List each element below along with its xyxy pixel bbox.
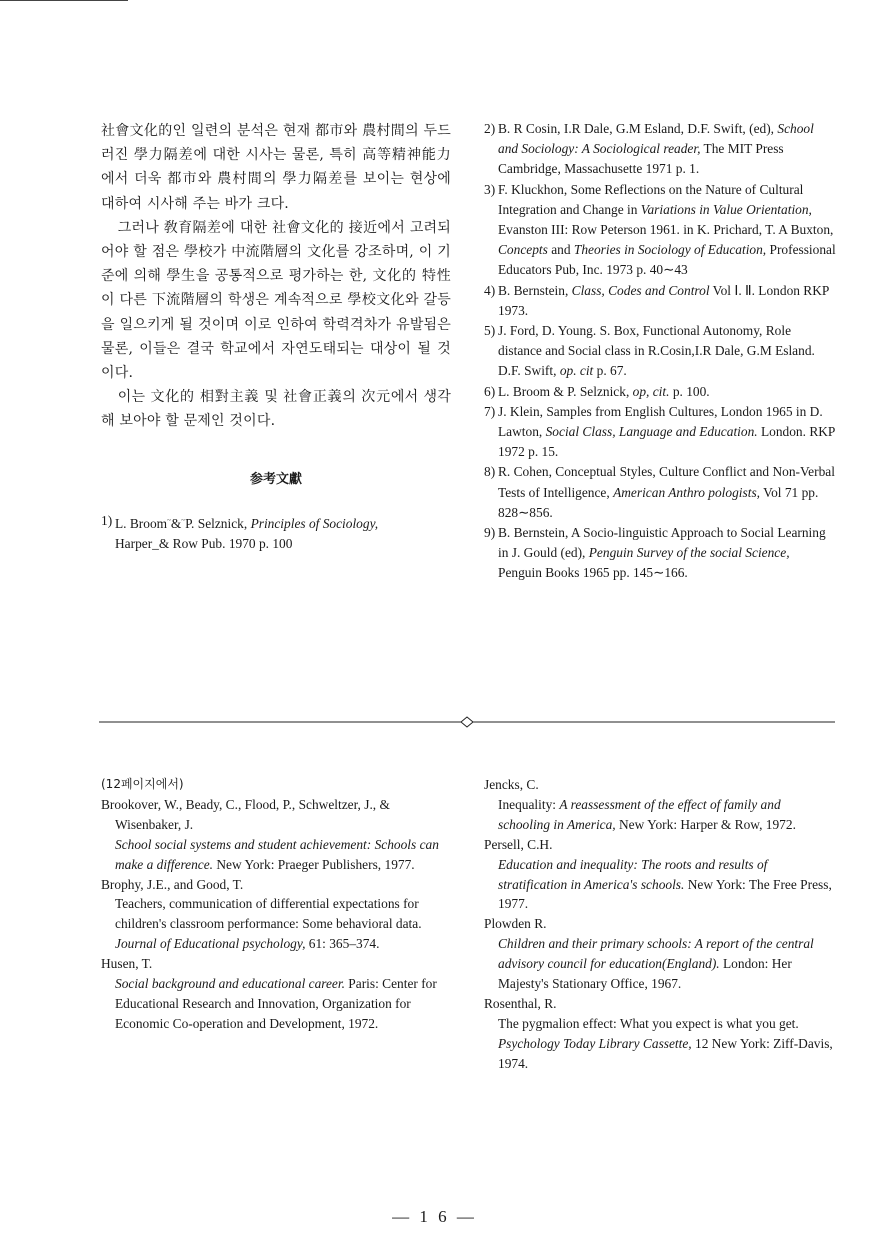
italic-title: Social background and educational career. bbox=[115, 976, 345, 992]
bibliography-entry bbox=[101, 795, 451, 875]
reference-number: 2) bbox=[484, 121, 496, 136]
reference-text bbox=[498, 321, 836, 382]
lower-right-bibliography bbox=[484, 775, 836, 1074]
italic-title: op, cit. bbox=[632, 383, 670, 399]
ref-title: Principles of Sociology, bbox=[250, 516, 379, 532]
text-run: New York: Praeger Publishers, 1977. bbox=[213, 856, 415, 872]
italic-title: School and Sociology: A Sociological reader, bbox=[498, 121, 814, 157]
entry-details bbox=[484, 855, 836, 915]
entry-details bbox=[484, 795, 836, 835]
reference-text bbox=[498, 402, 836, 463]
entry-author: Brophy, J.E., and Good, T. bbox=[101, 876, 244, 892]
text-run: J. Ford, D. Young. S. Box, Functional Autonomy, Role distance and Social class in R.Cosin,I.R Dale, G.M Esland. D.F. Swift, bbox=[498, 323, 815, 379]
reference-number: 4) bbox=[484, 282, 496, 298]
entry-author: Rosenthal, R. bbox=[484, 995, 557, 1011]
text-run: Penguin Books 1965 pp. 145∼166. bbox=[498, 565, 688, 581]
italic-title: Penguin Survey of the social Science, bbox=[588, 545, 790, 561]
reference-text: L. Broom~&~P. Selznick, Principles of Sociology, Harper_& Row Pub. 1970 p. 100 bbox=[115, 516, 379, 552]
continued-note: (12페이지에서) bbox=[101, 777, 184, 791]
italic-title: op. cit bbox=[559, 363, 594, 379]
ref-author-2: P. Selznick, bbox=[185, 516, 251, 532]
ref-author-1: L. Broom bbox=[115, 516, 168, 532]
text-run: Inequality: bbox=[498, 796, 560, 812]
text-run: R. Cohen, Conceptual Styles, Culture Conflict and Non-Verbal Tests of Intelligence, bbox=[498, 464, 835, 500]
italic-title: Journal of Educational psychology, bbox=[115, 936, 306, 952]
reference-item bbox=[484, 119, 836, 180]
text-run: New York: Harper & Row, 1972. bbox=[615, 816, 796, 832]
page-number: — 1 6 — bbox=[392, 1207, 477, 1226]
reference-number: 1) bbox=[101, 512, 113, 528]
ref-publisher-a: Harper bbox=[115, 536, 153, 552]
text-run: 61: 365–374. bbox=[305, 936, 380, 952]
reference-text bbox=[498, 180, 836, 281]
reference-text bbox=[498, 462, 836, 523]
reference-item bbox=[484, 281, 836, 321]
lower-left-bibliography bbox=[101, 775, 451, 1034]
entry-details bbox=[484, 1014, 836, 1074]
text-run: J. Klein, Samples from English Cultures, London 1965 in D. Lawton, bbox=[498, 403, 823, 440]
reference-number: 6) bbox=[484, 383, 496, 399]
reference-number: 5) bbox=[484, 323, 496, 339]
reference-item bbox=[484, 180, 836, 281]
reference-item bbox=[484, 382, 836, 402]
paragraph: 이는 文化的 相對主義 및 社會正義의 次元에서 생각해 보아야 할 문제인 것이다. bbox=[101, 389, 451, 430]
paragraph: 社會文化的인 일련의 분석은 현재 都市와 農村間의 두드러진 學力隔差에 대한 시사는 물론, 특히 高等精神能力에서 더욱 都市와 農村間의 學力隔差를 보이는 현상에 대하여 시사해 주는 바가 크다. bbox=[101, 123, 451, 212]
reference-number: 7) bbox=[484, 403, 496, 419]
reference-item bbox=[484, 523, 836, 584]
text-run: Teachers, communication of differential expectations for children's classroom performance: Some behavioral data. bbox=[115, 896, 422, 932]
italic-title: Children and their primary schools: A report of the central advisory council for education(England). bbox=[498, 936, 814, 972]
text-run: F. Kluckhon, Some Reflections on the Nature of Cultural Integration and Change in bbox=[498, 181, 804, 217]
bibliography-entry bbox=[484, 835, 836, 915]
entry-author: Jencks, C. bbox=[484, 777, 539, 792]
reference-item bbox=[484, 321, 836, 382]
reference-text bbox=[498, 382, 836, 402]
reference-number: 8) bbox=[484, 464, 496, 480]
bibliography-entry bbox=[484, 775, 836, 835]
italic-title: Variations in Value Orientation, bbox=[640, 201, 812, 217]
italic-title: Psychology Today Library Cassette, bbox=[498, 1035, 692, 1051]
text-run: L. Broom & P. Selznick, bbox=[498, 383, 633, 399]
italic-title: Education and inequality: The roots and results of stratification in America's schools. bbox=[498, 856, 768, 892]
text-run: Paris: Center for Educational Research and Innovation, Organization for Economic Co-operation and Development, 1972. bbox=[115, 976, 437, 1031]
top-rule bbox=[0, 0, 128, 1]
upper-right-references bbox=[484, 119, 836, 584]
bibliography-entry bbox=[484, 914, 836, 994]
italic-title: School social systems and student achievement: Schools can make a difference. bbox=[115, 836, 439, 872]
reference-text bbox=[498, 281, 836, 321]
text-run: p. 100. bbox=[669, 383, 710, 399]
entry-details bbox=[484, 934, 836, 994]
section-divider bbox=[99, 715, 835, 729]
italic-title: Social Class, Language and Education. bbox=[545, 424, 758, 440]
entry-author: Persell, C.H. bbox=[484, 836, 553, 852]
reference-item bbox=[484, 402, 836, 463]
italic-title: Theories in Sociology of Education, bbox=[573, 242, 767, 258]
ref-amp: & bbox=[170, 516, 182, 532]
text-run: B. Bernstein, A Socio-linguistic Approach to Social Learning in J. Gould (ed), bbox=[498, 525, 826, 561]
text-run: Vol 71 pp. 828∼856. bbox=[498, 484, 819, 520]
text-run: London: Her Majesty's Stationary Office, 1967. bbox=[498, 956, 792, 992]
text-run: Vol Ⅰ. Ⅱ. London RKP 1973. bbox=[498, 282, 829, 318]
bibliography-entry bbox=[101, 875, 451, 955]
reference-item bbox=[484, 462, 836, 523]
entry-details bbox=[101, 835, 451, 875]
text-run: London. RKP 1972 p. 15. bbox=[498, 424, 835, 460]
text-run: 12 New York: Ziff-Davis, 1974. bbox=[498, 1035, 833, 1071]
text-run: and bbox=[547, 242, 574, 258]
text-run: Professional Educators Pub, Inc. 1973 p. 40∼43 bbox=[498, 242, 836, 278]
entry-details bbox=[101, 974, 451, 1034]
reference-number: 3) bbox=[484, 181, 496, 197]
entry-author: Brookover, W., Beady, C., Flood, P., Schweltzer, J., & Wisenbaker, J. bbox=[101, 796, 390, 832]
italic-title: Concepts bbox=[498, 242, 548, 258]
entry-author: Husen, T. bbox=[101, 956, 153, 972]
entry-author: Plowden R. bbox=[484, 916, 547, 932]
korean-body-text bbox=[101, 119, 451, 434]
reference-number: 9) bbox=[484, 525, 496, 541]
reference-text bbox=[498, 119, 836, 180]
italic-title: Class, Codes and Control bbox=[571, 282, 710, 298]
text-run: The MIT Press Cambridge, Massachusette 1971 p. 1. bbox=[498, 141, 784, 177]
text-run: B. Bernstein, bbox=[498, 282, 572, 298]
paragraph: 그러나 敎育隔差에 대한 社會文化的 接近에서 고려되어야 할 점은 學校가 中流階層의 文化를 강조하며, 이 기준에 의해 學生을 공통적으로 평가하는 한, 文化的 特性이 다른 下流階層의 학생은 계속적으로 學校文化와 갈등을 일으키게 될 것이며 이로 인하여 학력격차가 유발됨은 물론, 이들은 결국 학교에서 자연도태되는 대상이 될 것이다. bbox=[101, 219, 451, 382]
ref-publisher-b: & Row Pub. 1970 p. 100 bbox=[158, 536, 293, 552]
text-run: The pygmalion effect: What you expect is what you get. bbox=[498, 1015, 799, 1031]
italic-title: American Anthro pologists, bbox=[613, 484, 761, 500]
reference-item bbox=[101, 511, 451, 555]
text-run: B. R Cosin, I.R Dale, G.M Esland, D.F. Swift, (ed), bbox=[498, 121, 778, 136]
italic-title: A reassessment of the effect of family and schooling in America, bbox=[498, 796, 781, 832]
text-run: p. 67. bbox=[593, 363, 627, 379]
upper-left-column bbox=[101, 119, 451, 555]
bibliography-entry bbox=[101, 954, 451, 1034]
entry-details bbox=[101, 894, 451, 954]
bibliography-entry bbox=[484, 994, 836, 1074]
text-run: Evanston III: Row Peterson 1961. in K. Prichard, T. A Buxton, bbox=[498, 222, 834, 238]
reference-text bbox=[498, 523, 836, 584]
text-run: New York: The Free Press, 1977. bbox=[498, 876, 832, 912]
references-heading: 参考文獻 bbox=[249, 471, 302, 487]
